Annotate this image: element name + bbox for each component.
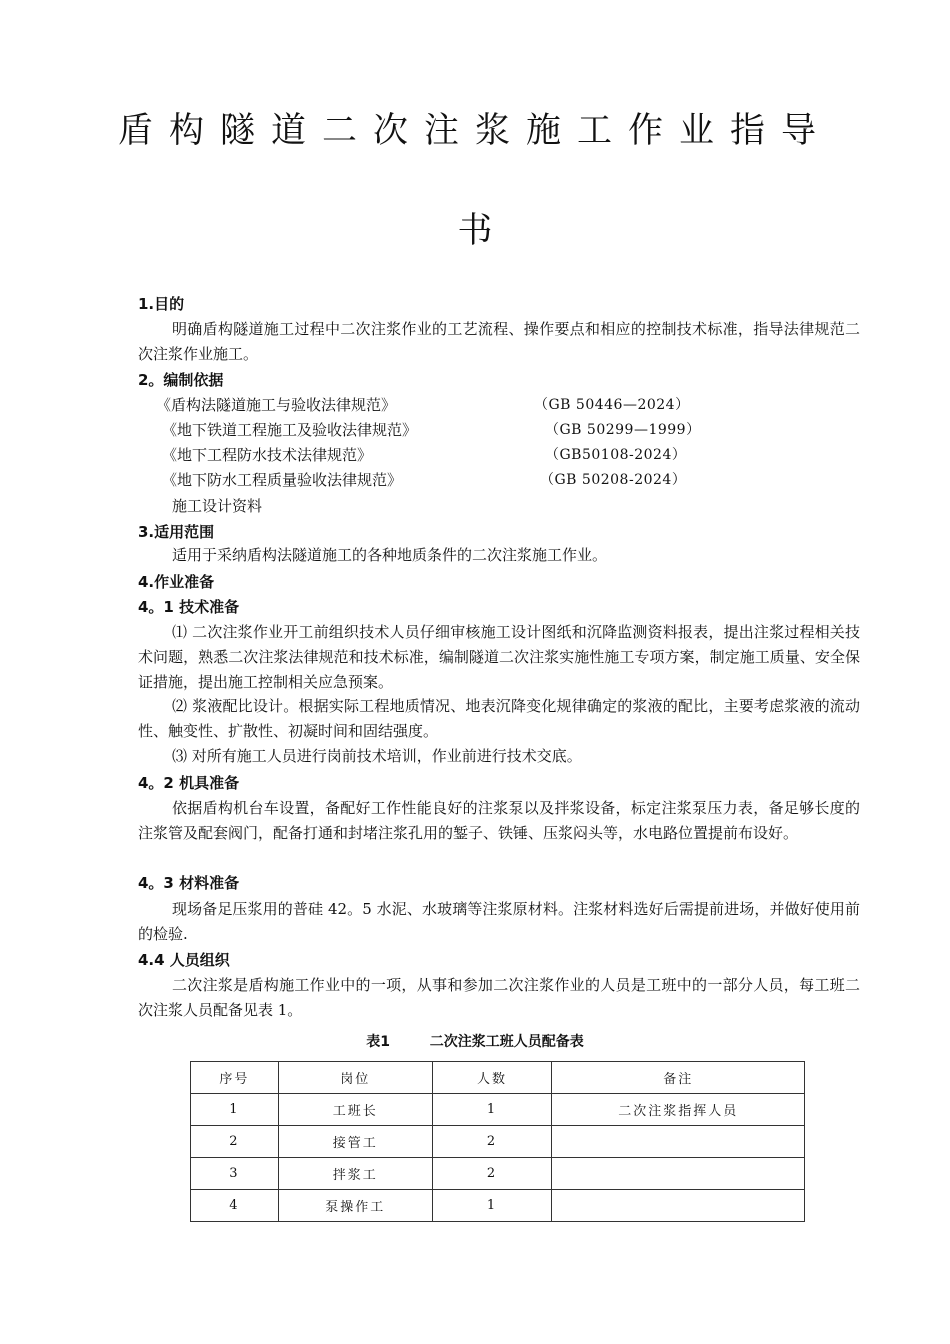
table-caption-title: 二次注浆工班人员配备表 bbox=[429, 1034, 584, 1050]
table-cell: 拌浆工 bbox=[278, 1158, 432, 1190]
table-cell: 1 bbox=[432, 1094, 552, 1126]
section-4-1-heading: 4。1 技术准备 bbox=[138, 598, 240, 616]
table-cell bbox=[552, 1190, 805, 1222]
section-1-text: 明确盾构隧道施工过程中二次注浆作业的工艺流程、操作要点和相应的控制技术标准，指导法律规范二次注浆作业施工。 bbox=[138, 320, 860, 363]
table-row bbox=[191, 1158, 805, 1190]
document-title: 盾构隧道二次注浆施工作业指导 bbox=[117, 111, 832, 151]
table-cell: 工班长 bbox=[278, 1094, 432, 1126]
table-header-cell: 人数 bbox=[432, 1062, 552, 1094]
section-4-3-heading: 4。3 材料准备 bbox=[138, 874, 240, 892]
table-cell: 接管工 bbox=[278, 1126, 432, 1158]
table-cell: 泵操作工 bbox=[278, 1190, 432, 1222]
reference-code: （GB 50208-2024） bbox=[540, 472, 687, 488]
section-4-heading: 4.作业准备 bbox=[138, 573, 215, 591]
reference-name: 《地下铁道工程施工及验收法律规范》 bbox=[162, 421, 418, 439]
reference-code: （GB 50299—1999） bbox=[545, 422, 701, 438]
table-cell: 2 bbox=[432, 1126, 552, 1158]
section-4-2-text: 依据盾构机台车设置，备配好工作性能良好的注浆泵以及拌浆设备，标定注浆泵压力表，备足够长度的注浆管及配套阀门，配备打通和封堵注浆孔用的錾子、铁锤、压浆闷头等，水电路位置提前布设好。 bbox=[138, 799, 860, 842]
table-cell: 2 bbox=[432, 1158, 552, 1190]
section-2-heading: 2。编制依据 bbox=[138, 371, 224, 389]
section-4-2-heading: 4。2 机具准备 bbox=[138, 774, 240, 792]
table-caption bbox=[0, 1031, 950, 1051]
table-row bbox=[191, 1094, 805, 1126]
table-cell bbox=[552, 1158, 805, 1190]
table-cell: 4 bbox=[191, 1190, 279, 1222]
table-cell: 2 bbox=[191, 1126, 279, 1158]
table-cell bbox=[552, 1126, 805, 1158]
table-header-row bbox=[191, 1062, 805, 1094]
section-4-4-heading: 4.4 人员组织 bbox=[138, 951, 230, 969]
table-cell: 1 bbox=[191, 1094, 279, 1126]
table-header-cell: 备注 bbox=[552, 1062, 805, 1094]
reference-name: 《盾构法隧道施工与验收法律规范》 bbox=[156, 396, 397, 414]
table-cell: 1 bbox=[432, 1190, 552, 1222]
table-caption-number: 表1 bbox=[366, 1034, 390, 1050]
document-title-continued: 书 bbox=[457, 211, 493, 251]
section-3-heading: 3.适用范围 bbox=[138, 523, 215, 541]
staffing-table bbox=[190, 1061, 805, 1222]
table-cell: 3 bbox=[191, 1158, 279, 1190]
section-3-text: 适用于采纳盾构法隧道施工的各种地质条件的二次注浆施工作业。 bbox=[172, 546, 608, 564]
reference-code: （GB50108-2024） bbox=[545, 447, 687, 463]
reference-code: （GB 50446—2024） bbox=[534, 397, 690, 413]
table-header-cell: 序号 bbox=[191, 1062, 279, 1094]
reference-name: 《地下工程防水技术法律规范》 bbox=[162, 446, 373, 464]
section-4-1-item-3: ⑶ 对所有施工人员进行岗前技术培训，作业前进行技术交底。 bbox=[172, 747, 582, 765]
section-4-1-item-1: ⑴ 二次注浆作业开工前组织技术人员仔细审核施工设计图纸和沉降监测资料报表，提出注浆过程相关技术问题，熟悉二次注浆法律规范和技术标准，编制隧道二次注浆实施性施工专项方案，制定施工质量、安全保证措施，提出施工控制相关应急预案。 bbox=[138, 623, 860, 691]
table-cell: 二次注浆指挥人员 bbox=[552, 1094, 805, 1126]
section-4-3-text: 现场备足压浆用的普硅 42。5 水泥、水玻璃等注浆原材料。注浆材料选好后需提前进场，并做好使用前的检验. bbox=[138, 900, 860, 943]
table-header-cell: 岗位 bbox=[278, 1062, 432, 1094]
table-row bbox=[191, 1190, 805, 1222]
table-row bbox=[191, 1126, 805, 1158]
section-1-heading: 1.目的 bbox=[138, 295, 185, 313]
section-4-1-item-2: ⑵ 浆液配比设计。根据实际工程地质情况、地表沉降变化规律确定的浆液的配比，主要考虑浆液的流动性、触变性、扩散性、初凝时间和固结强度。 bbox=[138, 697, 860, 740]
reference-extra: 施工设计资料 bbox=[172, 497, 263, 515]
reference-name: 《地下防水工程质量验收法律规范》 bbox=[162, 471, 403, 489]
section-4-4-text: 二次注浆是盾构施工作业中的一项，从事和参加二次注浆作业的人员是工班中的一部分人员，每工班二次注浆人员配备见表 1。 bbox=[138, 976, 860, 1019]
